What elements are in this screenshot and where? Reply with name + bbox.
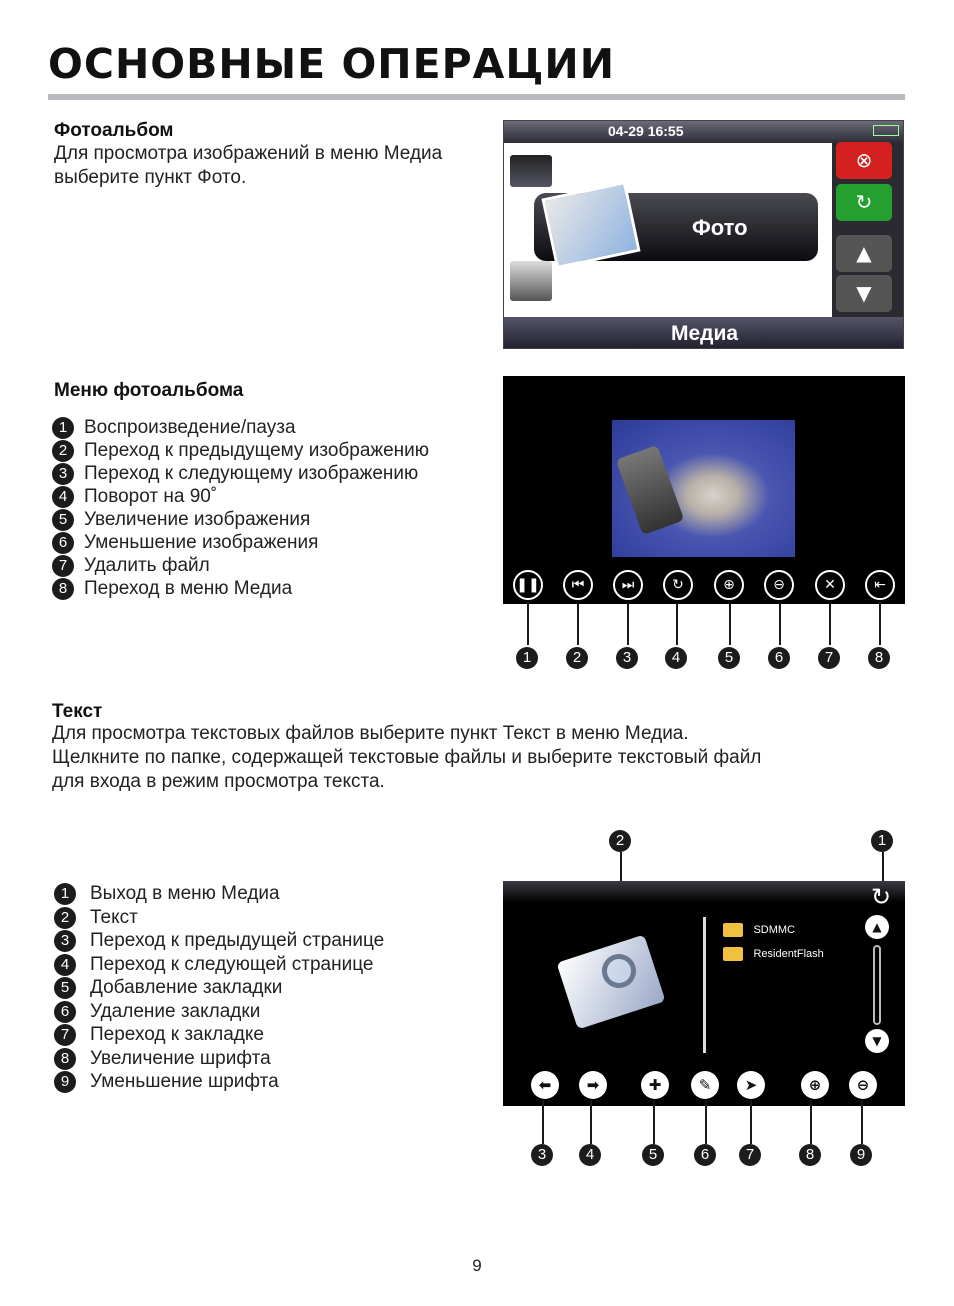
folder-icon (723, 923, 743, 937)
triangle-up-icon: ▲ (856, 241, 872, 265)
pause-button[interactable] (513, 570, 543, 600)
callout-text-8: 8 (799, 1100, 823, 1168)
item-number: 3 (54, 930, 76, 952)
photo-icon (541, 181, 640, 269)
item-number: 1 (54, 883, 76, 905)
item-label: Поворот на 90˚ (84, 486, 218, 507)
next-page-button[interactable] (579, 1071, 607, 1099)
pause-icon: ❚❚ (516, 577, 540, 593)
triangle-up-icon: ▲ (872, 920, 882, 934)
item-label: Уменьшение шрифта (90, 1071, 279, 1092)
exit-to-media-button[interactable] (865, 570, 895, 600)
callout-1: 1 (516, 603, 540, 669)
item-number: 4 (54, 954, 76, 976)
triangle-down-icon: ▼ (872, 1034, 882, 1048)
datetime: 04-29 16:55 (608, 123, 684, 139)
item-label: Выход в меню Медиа (90, 883, 280, 904)
item-label: Удалить файл (84, 555, 210, 576)
photo-menu-list (52, 416, 502, 606)
item-number: 6 (52, 532, 74, 554)
footer-title: Медиа (670, 322, 739, 345)
font-decrease-button[interactable] (849, 1071, 877, 1099)
arrow-left-icon: ⬅ (538, 1076, 552, 1094)
status-bar (504, 121, 904, 143)
text-heading: Текст (52, 701, 103, 722)
item-label: Переход к закладке (90, 1024, 264, 1045)
item-number: 2 (52, 440, 74, 462)
callout-text-3: 3 (531, 1100, 555, 1168)
callout-3: 3 (616, 603, 640, 669)
text-viewer-screen (503, 881, 905, 1106)
zoom-out-icon: ⊖ (856, 1076, 870, 1094)
scroll-down-button[interactable] (865, 1029, 889, 1053)
skip-forward-icon: ⏭ (621, 577, 635, 593)
callout-5: 5 (718, 603, 742, 669)
item-label: Уменьшение изображения (84, 532, 319, 553)
close-button[interactable] (836, 142, 892, 179)
item-number: 5 (54, 977, 76, 999)
footer-bar (504, 317, 904, 349)
bookmark-icon: ➤ (744, 1076, 758, 1094)
refresh-icon: ↻ (855, 190, 873, 214)
item-number: 6 (54, 1001, 76, 1023)
item-label: Переход к предыдущему изображению (84, 440, 430, 461)
callout-text-4: 4 (579, 1100, 603, 1168)
delete-button[interactable] (815, 570, 845, 600)
prev-image-button[interactable] (563, 570, 593, 600)
bucket-shape (616, 445, 685, 535)
video-icon[interactable] (510, 155, 552, 187)
item-number: 5 (52, 509, 74, 531)
callout-2: 2 (566, 603, 590, 669)
item-number: 3 (52, 463, 74, 485)
skip-back-icon: ⏮ (571, 577, 585, 593)
page-title: ОСНОВНЫЕ ОПЕРАЦИИ (48, 40, 616, 88)
callout-text-2: 2 (609, 830, 633, 942)
item-label: Переход в меню Медиа (84, 578, 293, 599)
item-label: Переход к предыдущей странице (90, 930, 385, 951)
prev-page-button[interactable] (531, 1071, 559, 1099)
text-book-icon[interactable] (556, 934, 665, 1029)
folder-item-residentflash[interactable] (723, 945, 824, 965)
photo-menu-heading: Меню фотоальбома (54, 380, 244, 401)
folder-icon (723, 947, 743, 961)
item-number: 8 (52, 578, 74, 600)
folder-name: ResidentFlash (753, 947, 824, 960)
item-number: 1 (52, 417, 74, 439)
item-label: Увеличение шрифта (90, 1047, 271, 1069)
callout-text-1: 1 (871, 830, 895, 882)
add-bookmark-button[interactable] (641, 1071, 669, 1099)
callout-6: 6 (768, 603, 792, 669)
item-label: Текст (90, 906, 138, 928)
close-icon: ✕ (824, 577, 836, 593)
item-number: 2 (54, 907, 76, 929)
arrow-right-icon: ➡ (586, 1076, 600, 1094)
item-label: Удаление закладки (90, 1000, 261, 1022)
folder-name: SDMMC (753, 923, 796, 936)
callout-8: 8 (868, 603, 892, 669)
item-number: 4 (52, 486, 74, 508)
scroll-up-button[interactable] (836, 235, 892, 272)
item-number: 9 (54, 1071, 76, 1093)
exit-icon: ⇤ (874, 577, 886, 593)
close-icon: ⊗ (855, 148, 873, 172)
photo-viewer-screen (503, 376, 905, 604)
delete-bookmark-button[interactable] (691, 1071, 719, 1099)
item-label: Воспроизведение/пауза (84, 417, 296, 438)
scroll-down-button[interactable] (836, 275, 892, 312)
callout-text-5: 5 (642, 1100, 666, 1168)
refresh-icon[interactable]: ↻ (871, 883, 892, 911)
goto-bookmark-button[interactable] (737, 1071, 765, 1099)
callout-4: 4 (665, 603, 689, 669)
zoom-in-button[interactable] (714, 570, 744, 600)
zoom-in-icon: ⊕ (723, 577, 735, 593)
refresh-button[interactable] (836, 184, 892, 221)
next-image-button[interactable] (613, 570, 643, 600)
item-label: Переход к следующей странице (90, 953, 374, 975)
bookmark-delete-icon: ✎ (698, 1076, 712, 1094)
item-label: Увеличение изображения (84, 509, 311, 530)
text-line-3: для входа в режим просмотра текста. (52, 771, 385, 792)
rotate-icon: ↻ (672, 577, 684, 593)
item-number: 7 (52, 555, 74, 577)
callout-7: 7 (818, 603, 842, 669)
callout-text-7: 7 (739, 1100, 763, 1168)
menu-item-photo-label: Фото (692, 215, 748, 240)
battery-icon (873, 125, 899, 136)
item-label: Переход к следующему изображению (84, 463, 419, 484)
book-icon[interactable] (510, 261, 552, 301)
triangle-down-icon: ▼ (856, 281, 872, 305)
item-label: Добавление закладки (90, 977, 283, 998)
magnifier-icon (598, 950, 641, 993)
text-line-1: Для просмотра текстовых файлов выберите пункт Текст в меню Медиа. (52, 723, 689, 744)
zoom-out-button[interactable] (764, 570, 794, 600)
zoom-out-icon: ⊖ (773, 577, 785, 593)
scroll-up-button[interactable] (865, 915, 889, 939)
scrollbar[interactable] (873, 945, 881, 1025)
item-number: 8 (54, 1048, 76, 1070)
title-rule (48, 94, 905, 100)
item-number: 7 (54, 1024, 76, 1046)
menu-item-photo[interactable] (534, 193, 818, 261)
font-increase-button[interactable] (801, 1071, 829, 1099)
zoom-in-icon: ⊕ (808, 1076, 822, 1094)
bookmark-add-icon: ✚ (648, 1076, 662, 1094)
divider (703, 917, 706, 1053)
rotate-button[interactable] (663, 570, 693, 600)
photo-album-heading: Фотоальбом (54, 120, 174, 141)
page-number: 9 (472, 1256, 482, 1275)
callout-text-9: 9 (850, 1100, 874, 1168)
folder-item-sdmmc[interactable] (723, 921, 795, 941)
photo-album-text: Для просмотра изображений в меню Медиа выберите пункт Фото. (54, 143, 443, 188)
callout-text-6: 6 (694, 1100, 718, 1168)
kitten-photo (612, 420, 795, 557)
text-menu-list (54, 882, 494, 1094)
text-line-2: Щелкните по папке, содержащей текстовые файлы и выберите текстовый файл (52, 747, 762, 768)
